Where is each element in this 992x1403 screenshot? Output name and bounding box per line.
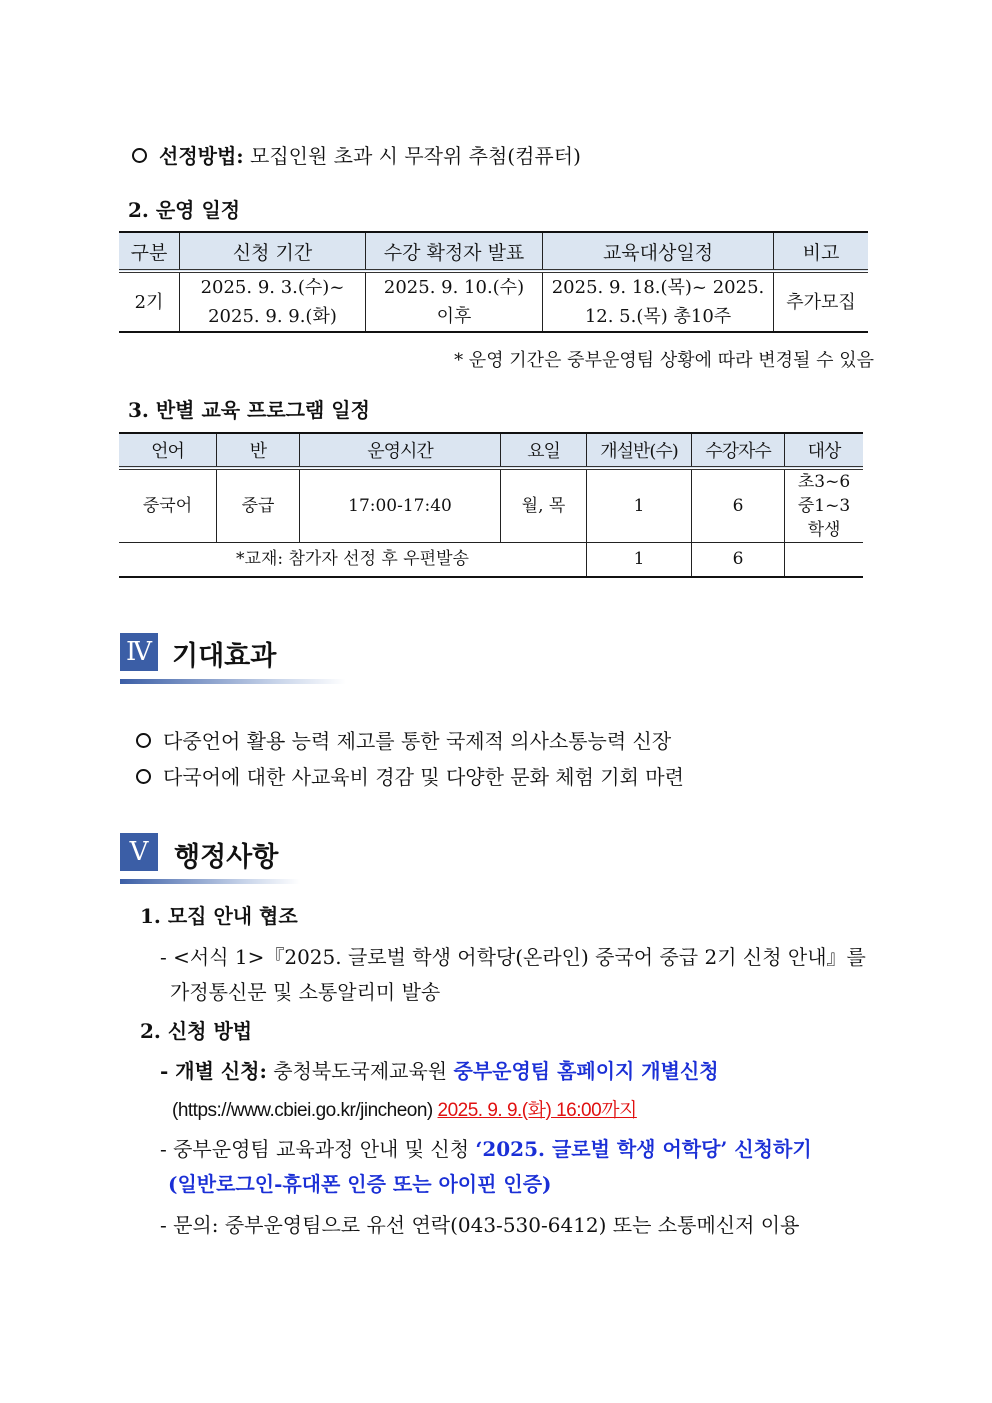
table-header-row [119,232,868,271]
table-header: 운영시간 [300,433,501,468]
section-number-badge: Ⅳ [120,633,158,671]
target-cell [785,468,864,543]
homepage-link[interactable]: (https://www.cbiei.go.kr/jincheon) [172,1100,433,1121]
apply-period-cell [180,271,366,332]
days-cell: 월, 목 [501,468,587,543]
total-classes-cell: 1 [587,543,692,577]
circle-bullet-icon [136,733,151,748]
inquiry-line: - 문의: 중부운영팀으로 유선 연락(043-530-6412) 또는 소통메신저 이용 [160,1213,800,1237]
circle-bullet-icon [136,769,151,784]
announce-line: 2025. 9. 10.(수) [383,277,525,298]
table-header: 구분 [119,232,180,271]
url-line [172,1095,649,1122]
course-apply-line [160,1133,812,1162]
empty-cell [785,543,864,577]
total-students-cell: 6 [692,543,785,577]
table-header: 비고 [774,232,869,271]
level-cell: 중급 [217,468,300,543]
table-header: 수강 확정자 발표 [366,232,543,271]
table-row [119,271,868,332]
program-heading: 3. 반별 교육 프로그램 일정 [128,398,370,422]
apply-line: 2025. 9. 9.(화) [208,306,337,327]
note-cell: 추가모집 [774,271,869,332]
selection-label: 선정방법: [159,144,244,168]
table-row [119,543,863,577]
individual-apply-line [160,1055,719,1084]
schedule-footnote: * 운영 기간은 중부운영팀 상황에 따라 변경될 수 있음 [454,350,874,371]
textbook-note-cell: *교재: 참가자 선정 후 우편발송 [119,543,587,577]
individual-highlight: 중부운영팀 홈페이지 개별신청 [453,1059,719,1083]
target-line: 중1~3 [797,496,851,516]
table-header: 개설반(수) [587,433,692,468]
section-underline [120,879,300,884]
period-line: 12. 5.(목) 총10주 [584,306,732,327]
circle-bullet-icon [132,148,147,163]
schedule-heading: 2. 운영 일정 [128,198,241,222]
course-highlight: ‘2025. 글로벌 학생 어학당’ 신청하기 [475,1137,812,1161]
period-line: 2025. 9. 18.(목)~ 2025. [551,277,765,298]
list-item-text: 다중언어 활용 능력 제고를 통한 국제적 의사소통능력 신장 [163,729,672,753]
schedule-table [119,231,868,333]
table-header: 수강자수 [692,433,785,468]
selection-text: 모집인원 초과 시 무작위 추첨(컴퓨터) [250,144,581,168]
login-note: (일반로그인-휴대폰 인증 또는 아이핀 인증) [168,1172,552,1196]
classes-cell: 1 [587,468,692,543]
section-title: 행정사항 [174,842,279,873]
language-cell: 중국어 [119,468,217,543]
announce-line: 이후 [436,306,472,327]
table-header: 언어 [119,433,217,468]
table-header: 반 [217,433,300,468]
recruit-heading: 1. 모집 안내 협조 [140,904,298,928]
table-header: 신청 기간 [180,232,366,271]
table-header: 대상 [785,433,864,468]
apply-line: 2025. 9. 3.(수)~ [200,277,345,298]
section-title: 기대효과 [172,641,277,672]
apply-heading: 2. 신청 방법 [140,1019,253,1043]
recruit-line: - <서식 1>『2025. 글로벌 학생 어학당(온라인) 중국어 중급 2기 신청 안내』를 [160,945,866,969]
program-table [119,432,863,578]
target-line: 학생 [807,520,841,540]
time-cell: 17:00-17:40 [300,468,501,543]
term-cell: 2기 [119,271,180,332]
section-number-badge: Ⅴ [120,833,158,871]
list-item-text: 다국어에 대한 사교육비 경감 및 다양한 문화 체험 기회 마련 [163,765,684,789]
period-cell [543,271,774,332]
selection-method-line [132,140,581,169]
target-line: 초3~6 [797,472,851,492]
list-item [136,725,671,754]
table-header-row [119,433,863,468]
table-header: 요일 [501,433,587,468]
individual-label: - 개별 신청: [160,1059,267,1083]
section-underline [120,679,346,684]
announce-cell [366,271,543,332]
table-row [119,468,863,543]
students-cell: 6 [692,468,785,543]
list-item [136,761,684,790]
individual-text: 충청북도국제교육원 [273,1059,448,1083]
table-header: 교육대상일정 [543,232,774,271]
course-text: - 중부운영팀 교육과정 안내 및 신청 [160,1137,470,1161]
recruit-line: 가정통신문 및 소통알리미 발송 [170,980,441,1004]
deadline-text: 2025. 9. 9.(화) 16:00까지 [437,1100,637,1121]
